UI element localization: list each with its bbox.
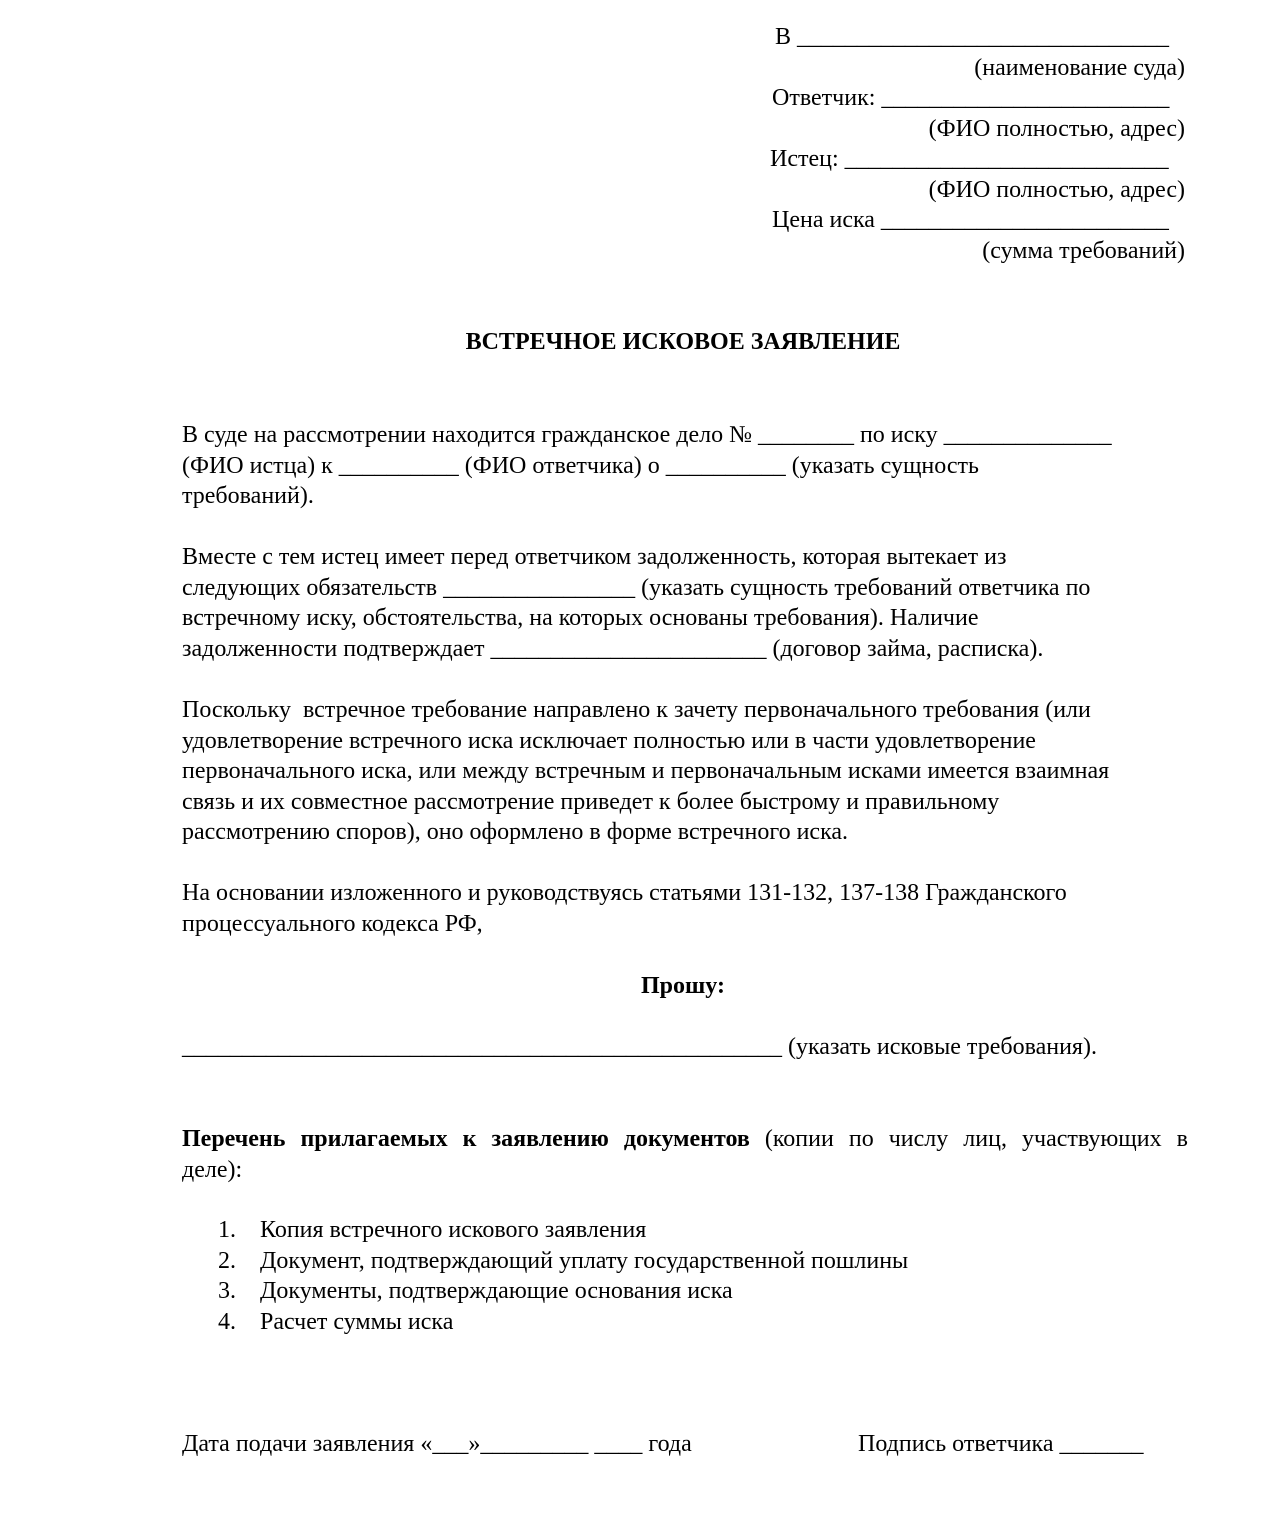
list-item-text: Расчет суммы иска: [260, 1308, 454, 1335]
attachments-list: [218, 1215, 908, 1337]
request-line: __________________________________________________ (указать исковые требования).: [182, 1034, 1097, 1060]
attachments-heading-line2: деле):: [182, 1156, 243, 1183]
attachments-heading: [182, 1124, 1188, 1185]
paragraph-case: [182, 420, 1188, 512]
list-item-text: Документы, подтверждающие основания иска: [260, 1278, 733, 1304]
paragraph-line: удовлетворение встречного иска исключает полностью или в части удовлетворение: [182, 727, 1036, 754]
defendant-line: Ответчик: ________________________: [772, 85, 1170, 111]
paragraph-line: встречному иску, обстоятельства, на которых основаны требования). Наличие: [182, 605, 979, 631]
paragraph-line: задолженности подтверждает _______________________ (договор займа, расписка).: [182, 635, 1044, 662]
paragraph-line: (ФИО истца) к __________ (ФИО ответчика) о __________ (указать сущность: [182, 452, 979, 479]
list-item-number: 4.: [218, 1308, 236, 1335]
paragraph-line: На основании изложенного и руководствуясь статьями 131-132, 137-138 Гражданского: [182, 880, 1067, 906]
list-item-number: 3.: [218, 1278, 236, 1304]
court-hint: (наименование суда): [974, 55, 1185, 81]
price-hint: (сумма требований): [982, 238, 1185, 264]
plaintiff-hint: (ФИО полностью, адрес): [928, 177, 1185, 203]
paragraph-legal-basis: [182, 878, 1188, 939]
list-item: [218, 1307, 908, 1338]
paragraph-debt: [182, 542, 1188, 664]
list-item-number: 1.: [218, 1217, 236, 1243]
paragraph-line: рассмотрению споров), оно оформлено в форме встречного иска.: [182, 819, 849, 845]
document-title: ВСТРЕЧНОЕ ИСКОВОЕ ЗАЯВЛЕНИЕ: [465, 329, 901, 355]
list-item: [218, 1276, 908, 1307]
attachments-heading-bold: Перечень прилагаемых к заявлению документов: [182, 1126, 750, 1152]
paragraph-grounds: [182, 695, 1188, 848]
request-block: [182, 1032, 1188, 1063]
plaintiff-line: Истец: ___________________________: [770, 146, 1169, 172]
defendant-hint: (ФИО полностью, адрес): [928, 116, 1185, 142]
court-line: В _______________________________: [775, 24, 1170, 50]
paragraph-line: требований).: [182, 483, 314, 509]
list-item-text: Копия встречного искового заявления: [260, 1217, 647, 1243]
paragraph-line: Вместе с тем истец имеет перед ответчиком задолженность, которая вытекает из: [182, 544, 1007, 570]
list-item-text: Документ, подтверждающий уплату государственной пошлины: [260, 1247, 909, 1274]
list-item-number: 2.: [218, 1247, 236, 1274]
attachments-heading-line: [182, 1124, 1188, 1155]
paragraph-line: следующих обязательств ________________ (указать сущность требований ответчика по: [182, 574, 1091, 601]
list-item: [218, 1215, 908, 1246]
paragraph-line: связь и их совместное рассмотрение приведет к более быстрому и правильному: [182, 788, 1000, 815]
request-heading: Прошу:: [641, 973, 725, 999]
price-line: Цена иска ________________________: [772, 207, 1169, 233]
signature-line: Подпись ответчика _______: [858, 1431, 1144, 1457]
attachments-heading-rest: (копии по числу лиц, участвующих в: [749, 1126, 1188, 1152]
paragraph-line: процессуального кодекса РФ,: [182, 910, 483, 937]
filing-date-line: Дата подачи заявления «___»_________ ____ года: [182, 1431, 692, 1457]
paragraph-line: Поскольку встречное требование направлено к зачету первоначального требования (или: [182, 697, 1091, 723]
list-item: [218, 1246, 908, 1277]
paragraph-line: первоначального иска, или между встречным и первоначальным исками имеется взаимная: [182, 758, 1110, 784]
paragraph-line: В суде на рассмотрении находится гражданское дело № ________ по иску ______________: [182, 422, 1112, 448]
